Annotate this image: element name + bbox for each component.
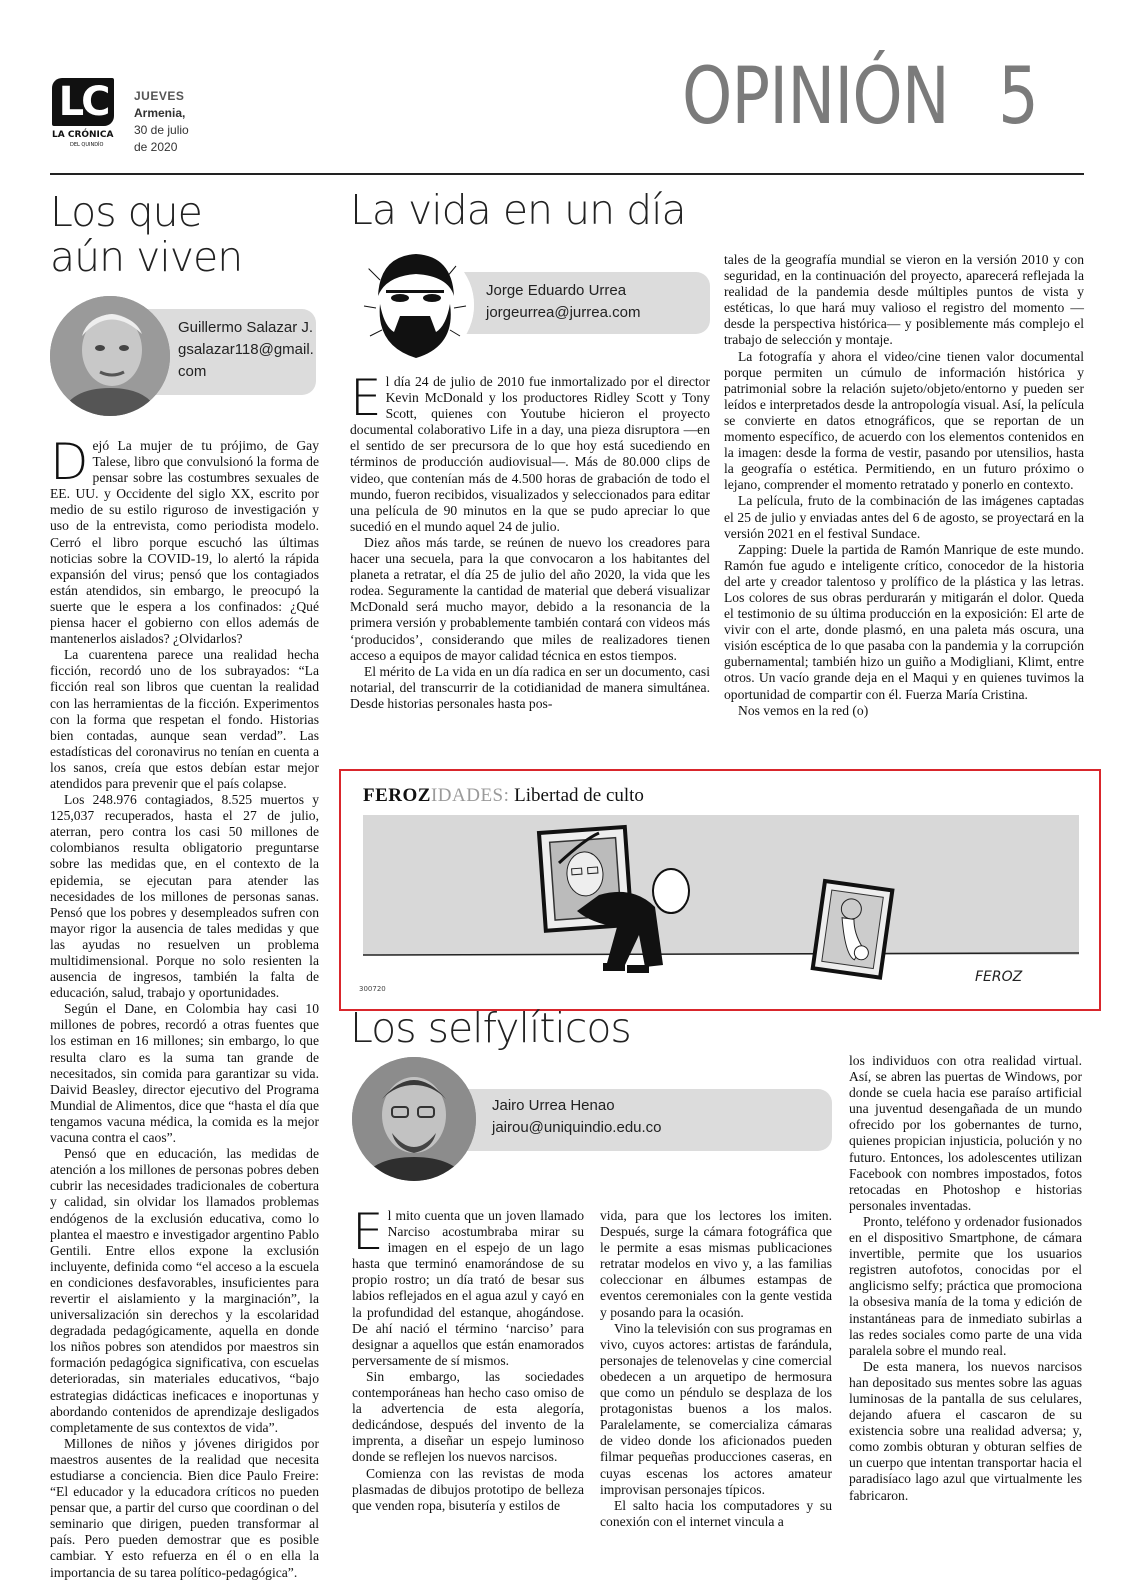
day-of-week: JUEVES: [134, 89, 185, 103]
article1-email-line1[interactable]: gsalazar118@gmail.: [178, 341, 314, 358]
newspaper-logo: [52, 78, 118, 148]
article3-body-col2: [600, 1208, 832, 1530]
article3-paragraph: l mito cuenta que un joven llamado Narciso acostumbraba mirar su imagen en el espejo de un lago hasta que terminó enamorándose de su propio rostro; un día trató de besar sus labios reflejados en el agua azul y cayó en la profundidad del estanque, ahogándose. De ahí nació el término ‘narciso’ para designar a aquellos que están enamorados perversamente de sí mismos.: [352, 1208, 584, 1368]
article1-paragraph: La cuarentena parece una realidad hecha ficción, recordó uno de los subrayados: “La ficción real son libros que cuentan la realidad con las herramientas de la ficción. Experimentos con la forma que respetan el fondo. Historias bien contadas, aunque sean verdad”. Las estadísticas del coronavirus no tenían en cuenta a los sanos, creía que estos debían estar mejor atendidos para prevenir que el país colapse.: [50, 647, 319, 791]
article3-paragraph: De esta manera, los nuevos narcisos han depositado sus mentes sobre las aguas luminosas de la pantalla de sus celulares, dejando afuera el cascaron de su existencia sobre una realidad adversa; y, como zombis obturan y obturan selfies de un cuerpo que intentan transportar hacia el paradisíaco lago azul que virtualmente les fabricaron.: [849, 1358, 1082, 1503]
article3-paragraph: Comienza con las revistas de moda plasmadas de dibujos prototipo de belleza que venden ropa, bisutería y estilos de: [352, 1465, 584, 1513]
article3-paragraph: El salto hacia los computadores y su conexión con el internet vincula a: [600, 1497, 832, 1529]
logo-letters: LC: [52, 78, 114, 126]
date-line-1: 30 de julio: [134, 123, 189, 137]
logo-subtitle: DEL QUINDÍO: [70, 142, 104, 148]
article2-title: La vida en un día: [350, 186, 686, 234]
article3-body-col1: [352, 1203, 584, 1514]
cartoon-title-light: IDADES:: [430, 785, 510, 806]
date-line-2: de 2020: [134, 140, 178, 154]
author-photo-salazar: [50, 296, 170, 416]
article3-drop-cap: E: [352, 1203, 384, 1261]
article1-paragraph: Los 248.976 contagiados, 8.525 muertos y 125,037 recuperados, hasta el 27 de julio, aterran, pero contra los casi 50 millones de colombianos resulta obligatorio preguntarse sobre las medidas que, en el contexto de la epidemia, se ejecutan para atender las necesidades de los millones de personas sanas. Pensó que los pobres y desempleados sufren con mayor rigor la ausencia de tales medidas y que las ayudas no resuelven un problema multidimensional. Porque no solo resienten la ausencia de ingresos, también la falta de educación, salud, trabajo y oportunidades.: [50, 792, 319, 1001]
article1-title-line1: Los que: [50, 188, 202, 236]
dateline: [134, 88, 189, 156]
article1-title: [50, 190, 242, 280]
cartoon-panel: [339, 769, 1101, 1011]
article2-body-col2: [724, 252, 1084, 719]
article1-drop-cap: D: [50, 433, 89, 491]
article3-body-col3: [849, 1053, 1082, 1504]
article1-paragraph: ejó La mujer de tu prójimo, de Gay Talese, libro que convulsionó la forma de pensar sobre las costumbres sexuales de EE. UU. y Occidente del siglo XX, escrito por medio de su estilo riguroso de investigación y uso de la entrevista, como periodista modelo. Cerró el libro porque escuchó las últimas noticias sobre la COVID-19, lo alertó la rápida expansión del virus; pensó que los contagiados están atendidos, sin embargo, le preocupó la suerte que le espera a los confinados: ¿Qué piensa hacer el gobierno con ellos además de mantenerlos aislados? ¿Olvidarlos?: [50, 438, 319, 647]
logo-name: LA CRÓNICA: [52, 130, 114, 140]
author-photo-urrea-henao: [352, 1057, 476, 1181]
article2-author: Jorge Eduardo Urrea: [486, 282, 627, 299]
article3-paragraph: los individuos con otra realidad virtual. Así, se abren las puertas de Windows, por donde se cuela hacia ese paraíso artificial una juventud desengañada de un mundo ofrecido por los gobernantes de turno, quienes propician injusticia, polución y no futuro. Entonces, los adolescentes utilizan Facebook con nombres impostados, fotos retocadas en Photoshop e historias personales inventadas.: [849, 1053, 1082, 1213]
article1-title-line2: aún viven: [50, 233, 243, 282]
section-header: [682, 52, 1039, 142]
article2-body-col1: [350, 369, 710, 712]
page-number: 5: [998, 52, 1039, 142]
article2-paragraph: Zapping: Duele la partida de Ramón Manrique de este mundo. Ramón fue agudo e inteligente crítico, conocedor de la historia del arte y creador talentoso y prolífico de la plástica y las letras. Los colores de sus obras perdurarán y mitigarán el dolor. Queda el testimonio de su última producción en la exposición: El arte de vivir con el arte, donde plasmó, en una paleta más oscura, una visión escéptica de lo que pasaba con la pandemia y la corrupción gubernamental; también hizo un guiño a Modigliani, Klimt, entre otros. Un vacío grande deja en el Maqui y en quienes tuvimos la oportunidad de compartir con él. Fuerza María Cristina.: [724, 541, 1084, 702]
article2-paragraph: La película, fruto de la combinación de las imágenes captadas el 25 de julio y enviadas antes del 6 de agosto, se proyectará en la versión 2021 en el festival Sundace.: [724, 493, 1084, 541]
article3-author: Jairo Urrea Henao: [492, 1097, 615, 1114]
article3-title: Los selfylíticos: [350, 1004, 631, 1052]
article3-email[interactable]: jairou@uniquindio.edu.co: [492, 1119, 662, 1136]
article3-paragraph: Vino la televisión con sus programas en vivo, cuyos actores: artistas de farándula, personajes de telenovelas y cine comercial obedecen a un arquetipo de hermosura que como un péndulo se desplaza de los protagonistas buenos a los malos. Paralelamente, se comercializa cámaras de video donde los aficionados pueden filmar pequeñas producciones caseras, en cuyas escenas los actores amateur improvisan personajes típicos.: [600, 1320, 832, 1497]
cartoon-title-bold: FEROZ: [363, 785, 431, 806]
article2-email[interactable]: jorgeurrea@jurrea.com: [486, 304, 641, 321]
article3-paragraph: vida, para que los lectores los imiten. Después, surge la cámara fotográfica que le permite a esas mismas publicaciones retratar modelos en vivo y, a las familias coleccionar en álbumes estampas de eventos ceremoniales con la gente vestida y posando para la ocasión.: [600, 1208, 832, 1320]
cartoon-code: 300720: [359, 985, 386, 993]
cartoon-illustration: [363, 815, 1079, 987]
section-title: OPINIÓN: [682, 52, 949, 142]
article2-paragraph: l día 24 de julio de 2010 fue inmortalizado por el director Kevin McDonald y los productores Ridley Scott y Tony Scott, quienes con Youtube hicieron el proyecto documental colaborativo Life in a day, una pieza disruptora —en el sentido de ser precursora de lo que hoy está sucediendo en términos de producción audiovisual—. Más de 80.000 clips de video, que contenían más de 4.500 horas de grabación de todo el mundo, fueron recibidos, visualizados y seleccionados para editar una película de 90 minutos en la que se pudo apreciar lo que sucedió en el mundo aquel 24 de julio.: [350, 374, 710, 534]
article2-paragraph: tales de la geografía mundial se vieron en la versión 2010 y con seguridad, en la continuación del proyecto, aparecerá reflejada la realidad de la pandemia desde múltiples puntos de vista y estéticas, lo que hará muy valioso el registro del momento —desde la perspectiva histórica— y posiblemente más complejo el trabajo de selección y montaje.: [724, 252, 1084, 348]
article2-paragraph: La fotografía y ahora el video/cine tienen valor documental porque permiten un cúmulo de información histórica y patrimonial sobre la relación sujeto/objeto/entorno y pueden ser leídos e interpretados desde la antropología visual. Así, la película se convierte en datos etnográficos, que se reportan de un momento específico, de acuerdo con los elementos contenidos en la imagen: desde la forma de vestir, pasando por utensilios, hasta la geografía o estética. Permitiendo, en un futuro próximo o lejano, comprender el momento retratado y ponerlo en contexto.: [724, 348, 1084, 493]
author-illustration-urrea: [356, 246, 474, 364]
cartoon-signature: FEROZ: [975, 969, 1023, 985]
article1-paragraph: Según el Dane, en Colombia hay casi 10 millones de pobres, recordó a otras fuentes que los estiman en 16 millones; sin embargo, lo que resulta claro es la suma tan grande de necesitados, sin comida para garantizar su vida. Daivid Beasley, director ejecutivo del Programa Mundial de Alimentos, dice que “hasta el día que tengamos vacuna médica, la comida es la mejor vacuna contra el caos”.: [50, 1001, 319, 1146]
article2-paragraph: Diez años más tarde, se reúnen de nuevo los creadores para hacer una secuela, para la que convocaron a los habitantes del planeta a retratar, el día 25 de julio del año 2020, la vida que les rodea. Seguramente la cantidad de material que deberá visualizar McDonald será mucho mayor, debido a la resonancia de la primera versión y probablemente también contará con videos más ‘producidos’, considerando que miles de realizadores tienen acceso a equipos de mayor calidad técnica en estos tiempos.: [350, 534, 710, 663]
article1-paragraph: Millones de niños y jóvenes dirigidos por maestros ausentes de la realidad que necesita estudiarse a conciencia. Bien dice Paulo Freire: “El educador y la educadora críticos no pueden pensar que, a partir del curso que coordinan o del seminario que dirigen, pueden transformar al país. Pero pueden demostrar que es posible cambiar. Y esto refuerza en él o en ella la importancia de su tarea político-pedagógica”.: [50, 1435, 319, 1580]
article1-paragraph: Pensó que en educación, las medidas de atención a los millones de personas pobres deben cubrir las necesidades tradicionales de cobertura y calidad, sin olvidar los llamados problemas endógenos de la exclusión educativa, como lo plantea el maestro e investigador argentino Pablo Gentili. Entre ellos expone la exclusión incluyente, definida como “el acceso a la escuela en condiciones desfavorables, insuficientes para revertir el aislamiento y la marginación”, la universalización sin derechos y la escolaridad degradada pedagógicamente, aquella en donde los niños pobres son atendidos por maestros sin formación pedagógica significativa, con escuelas deterioradas, sin materiales educativos, “bajo estrategias didácticas ineficaces e inoportunas y abordando contenidos de aprendizaje desligados completamente de sus contextos de vida”.: [50, 1146, 319, 1435]
cartoon-title: [363, 785, 644, 807]
city: Armenia,: [134, 106, 186, 120]
article1-author: Guillermo Salazar J.: [178, 319, 314, 336]
article3-paragraph: Sin embargo, las sociedades contemporáneas han hecho caso omiso de la advertencia de esta alegoría, dedicándose, después del invento de la imprenta, a diseñar un espejo luminoso donde se reflejen los nuevos narcisos.: [352, 1368, 584, 1465]
article2-drop-cap: E: [350, 369, 382, 427]
header-rule: [50, 173, 1084, 175]
cartoon-title-rest: Libertad de culto: [514, 785, 644, 806]
article3-paragraph: Pronto, teléfono y ordenador fusionados en el dispositivo Smartphone, de cámara invertible, permite que los usuarios registren autofotos, conocidas por el anglicismo selfy; práctica que promociona la obsesiva manía de la toma y edición de instantáneas para de inmediato subirlas a las redes sociales como parte de una vida paralela sobre el mundo real.: [849, 1213, 1082, 1358]
article2-paragraph: El mérito de La vida en un día radica en ser un documento, casi notarial, del transcurrir de la cotidianidad de manera simultánea. Desde historias personales hasta pos-: [350, 663, 710, 711]
article2-paragraph: Nos vemos en la red (o): [738, 702, 869, 718]
article1-email-line2[interactable]: com: [178, 363, 207, 380]
article1-body: [50, 433, 319, 1581]
